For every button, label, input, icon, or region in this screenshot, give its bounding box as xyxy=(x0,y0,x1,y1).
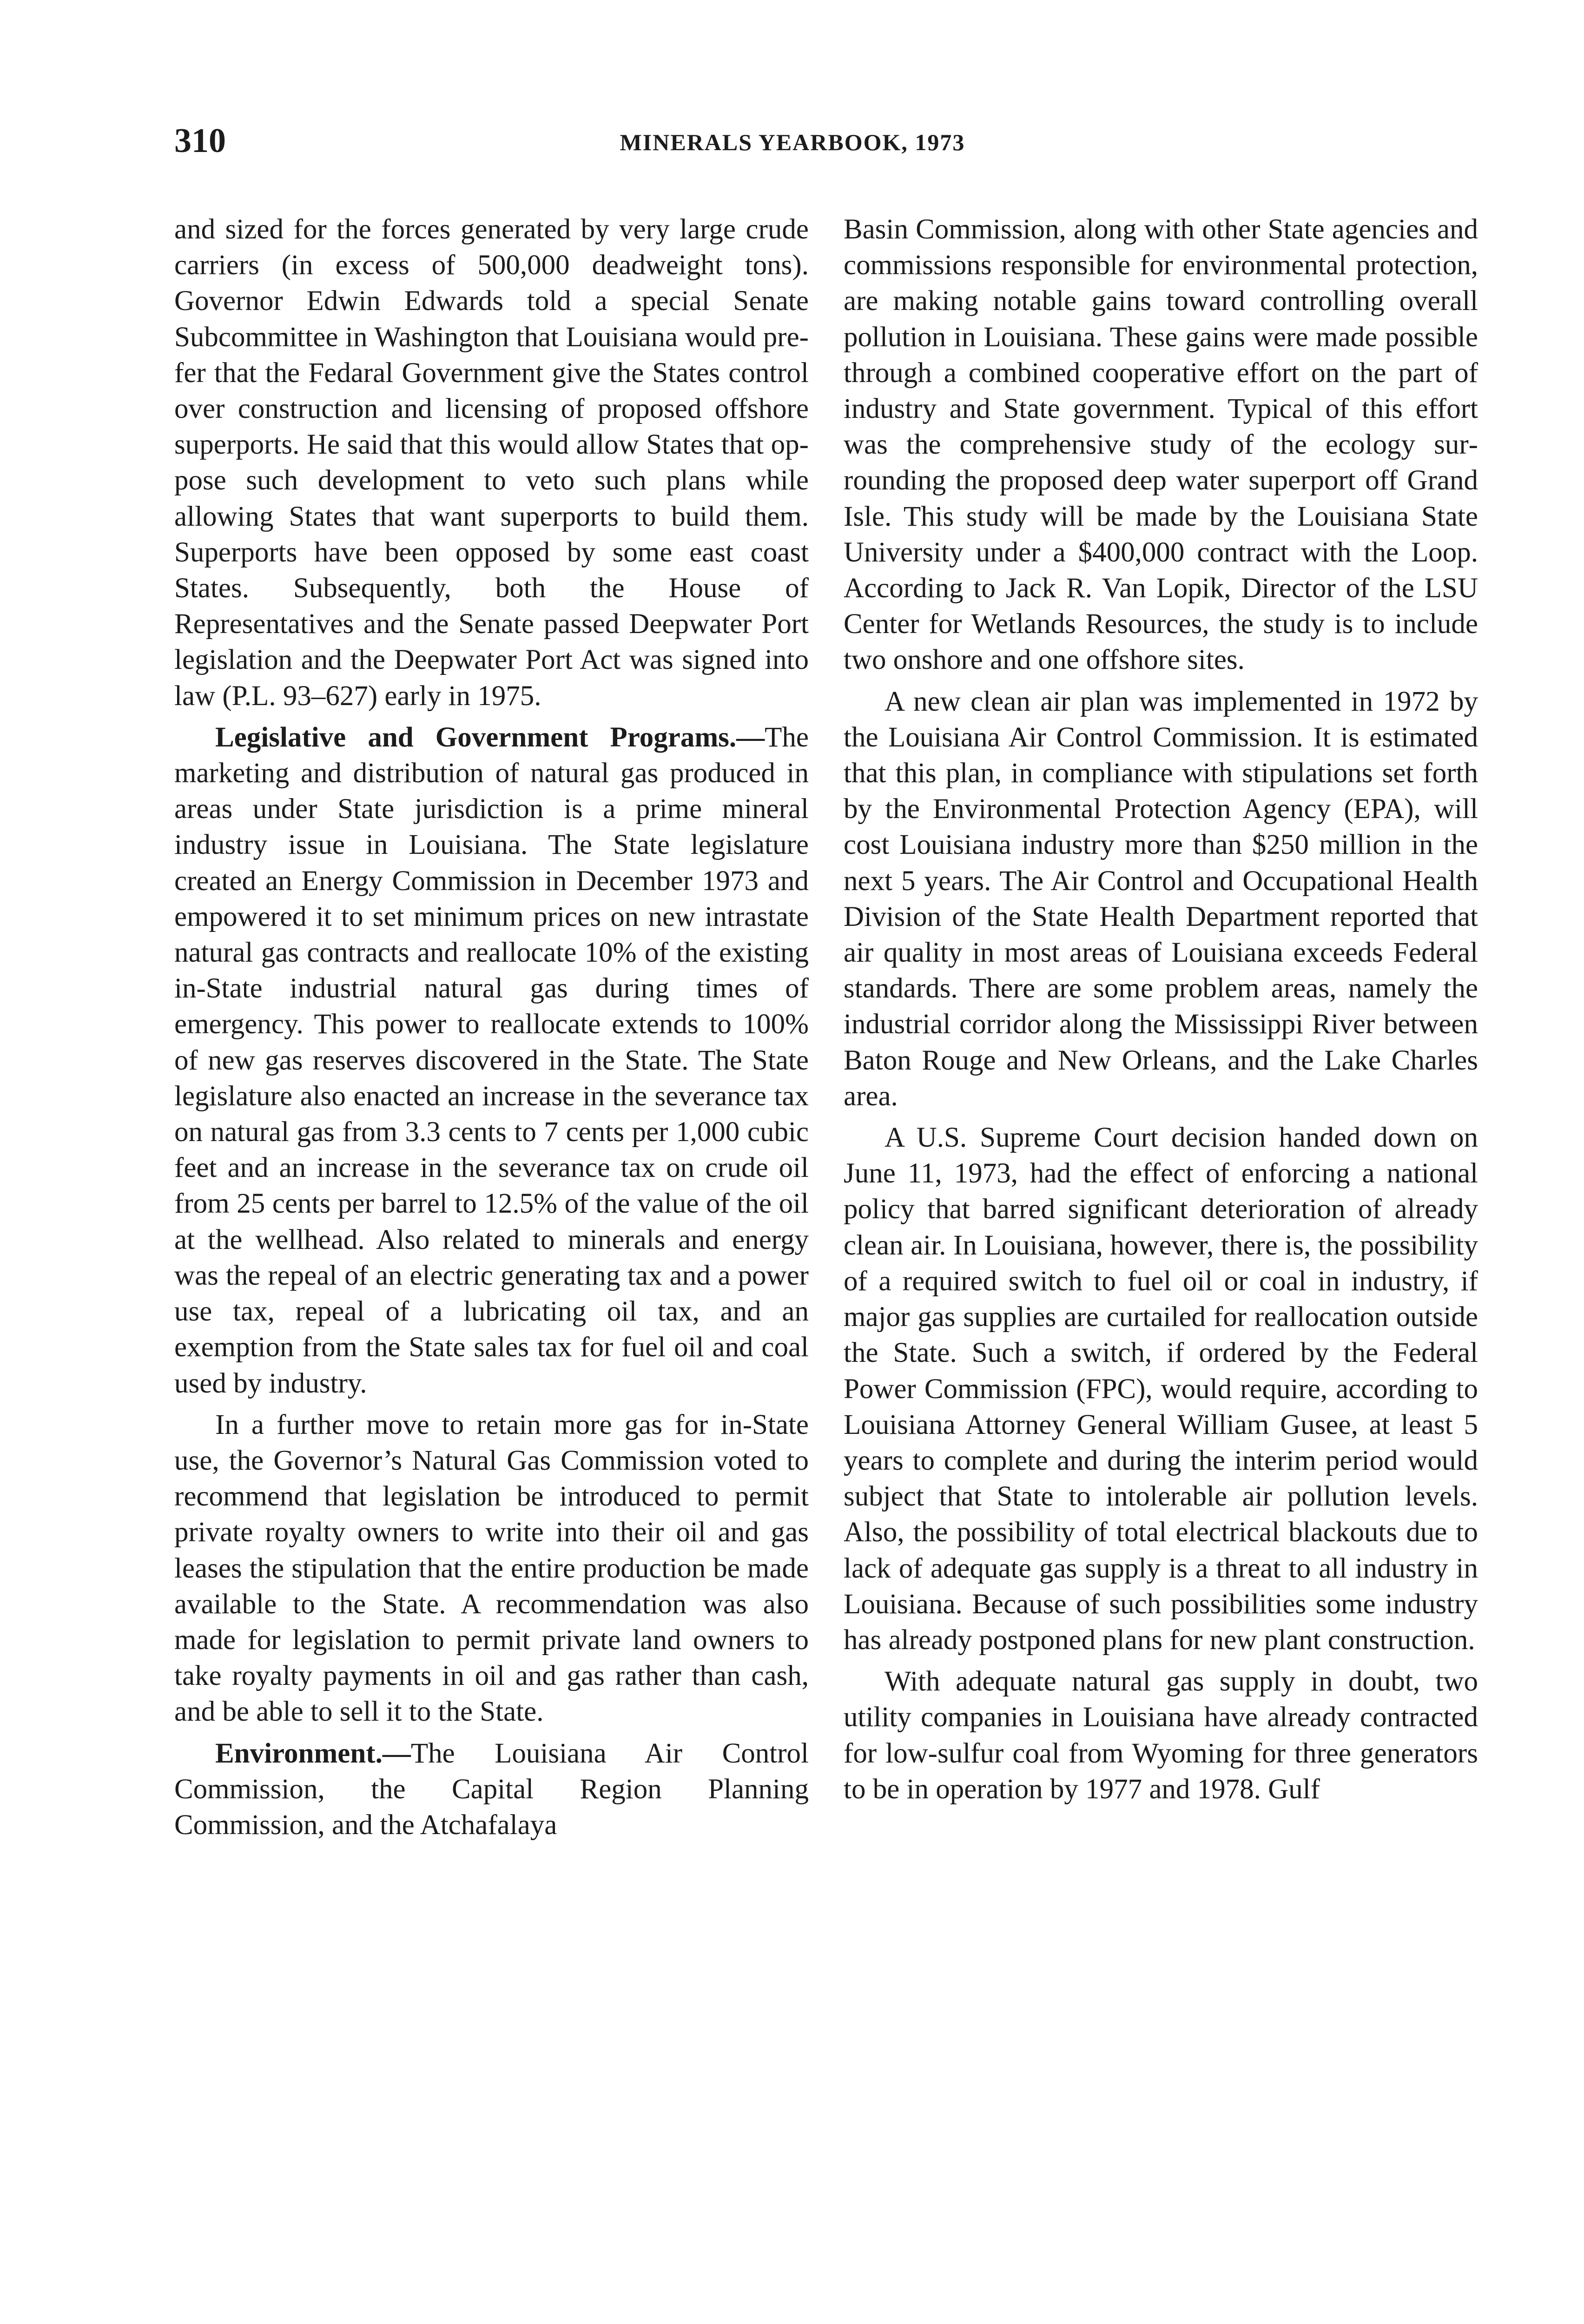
paragraph-legislative-body: The marketing and distribution of natural gas produced in areas under State jurisdiction is a prime mineral industry issue in Louisiana. The State legislature created an Energy Commission in December 1973 and empowered it to set minimum prices on new intrastate natural gas contracts and reallocate 10% of the existing in-State industrial natural gas during times of emergency. This power to reallocate extends to 100% of new gas reserves discovered in the State. The State legislature also enacted an increase in the severance tax on natural gas from 3.3 cents to 7 cents per 1,000 cubic feet and an increase in the severance tax on crude oil from 25 cents per barrel to 12.5% of the value of the oil at the wellhead. Also related to minerals and energy was the repeal of an electric generating tax and a power use tax, repeal of a lubricating oil tax, and an exemption from the State sales tax for fuel oil and coal used by industry. xyxy=(174,721,809,1399)
paragraph-legislative-programs xyxy=(174,720,809,1401)
left-column xyxy=(174,211,809,1849)
paragraph-basin-commission: Basin Commission, along with other State agencies and commissions responsible for environmental protection, are making notable gains toward controlling overall pollution in Louisiana. These gains were made possible through a combined cooperative effort on the part of industry and State government. Typical of this effort was the comprehensive study of the ecology surrounding the proposed deep water superport off Grand Isle. This study will be made by the Louisiana State University under a $400,000 contract with the Loop. According to Jack R. Van Lopik, Director of the LSU Center for Wetlands Resources, the study is to include two onshore and one offshore sites. xyxy=(844,214,1478,676)
section-heading-environment: Environment.— xyxy=(215,1737,411,1769)
paragraph-environment-body: The Louisiana Air Control Commission, the Capital Region Planning Commission, and the Atchafalaya xyxy=(174,1737,809,1841)
paragraph-in-state-gas: In a further move to retain more gas for in-State use, the Governor’s Natural Gas Commission voted to recommend that legislation be introduced to permit private royalty owners to write into their oil and gas leases the stipulation that the entire production be made available to the State. A recommendation was also made for legislation to permit private land owners to take royalty payments in oil and gas rather than cash, and be able to sell it to the State. xyxy=(174,1409,809,1728)
paragraph-supreme-court: A U.S. Supreme Court decision handed down on June 11, 1973, had the effect of enforcing a national policy that barred significant deterioration of already clean air. In Louisiana, however, there is, the possibility of a required switch to fuel oil or coal in industry, if major gas supplies are curtailed for reallocation outside the State. Such a switch, if ordered by the Federal Power Commission (FPC), would require, according to Louisiana Attorney General William Gusee, at least 5 years to complete and during the interim period would subject that State to intolerable air pollution levels. Also, the possibility of total electrical blackouts due to lack of adequate gas supply is a threat to all industry in Louisiana. Because of such possibilities some industry has already postponed plans for new plant construction. xyxy=(844,1122,1478,1656)
running-head: MINERALS YEARBOOK, 1973 xyxy=(620,129,965,155)
section-heading-legislative: Legislative and Government Programs.— xyxy=(215,721,765,753)
paragraph-environment xyxy=(174,1736,809,1843)
paragraph-clean-air-plan: A new clean air plan was implemented in 1972 by the Louisiana Air Control Commission. It is estimated that this plan, in compliance with stipulations set forth by the Environmental Protection Agency (EPA), will cost Louisiana industry more than $250 million in the next 5 years. The Air Control and Occupational Health Division of the State Health Department reported that air quality in most areas of Louisiana exceeds Federal standards. There are some problem areas, namely the industrial corridor along the Mississippi River between Baton Rouge and New Orleans, and the Lake Charles area. xyxy=(844,686,1478,1112)
page-header xyxy=(174,120,1411,162)
page-number: 310 xyxy=(174,122,226,160)
right-column xyxy=(844,211,1478,1813)
paragraph-superports: and sized for the forces generated by very large crude carriers (in excess of 500,000 deadweight tons). Governor Edwin Edwards told a special Senate Subcommittee in Washington that Louisiana would prefer that the Fedaral Government give the States control over construction and licensing of proposed offshore superports. He said that this would allow States that oppose such development to veto such plans while allowing States that want superports to build them. Superports have been opposed by some east coast States. Subsequently, both the House of Representatives and the Senate passed Deepwater Port legislation and the Deepwater Port Act was signed into law (P.L. 93–627) early in 1975. xyxy=(174,214,809,712)
paragraph-coal-utilities: With adequate natural gas supply in doubt, two utility companies in Louisiana have already contracted for low-sulfur coal from Wyoming for three generators to be in operation by 1977 and 1978. Gulf xyxy=(844,1666,1478,1805)
